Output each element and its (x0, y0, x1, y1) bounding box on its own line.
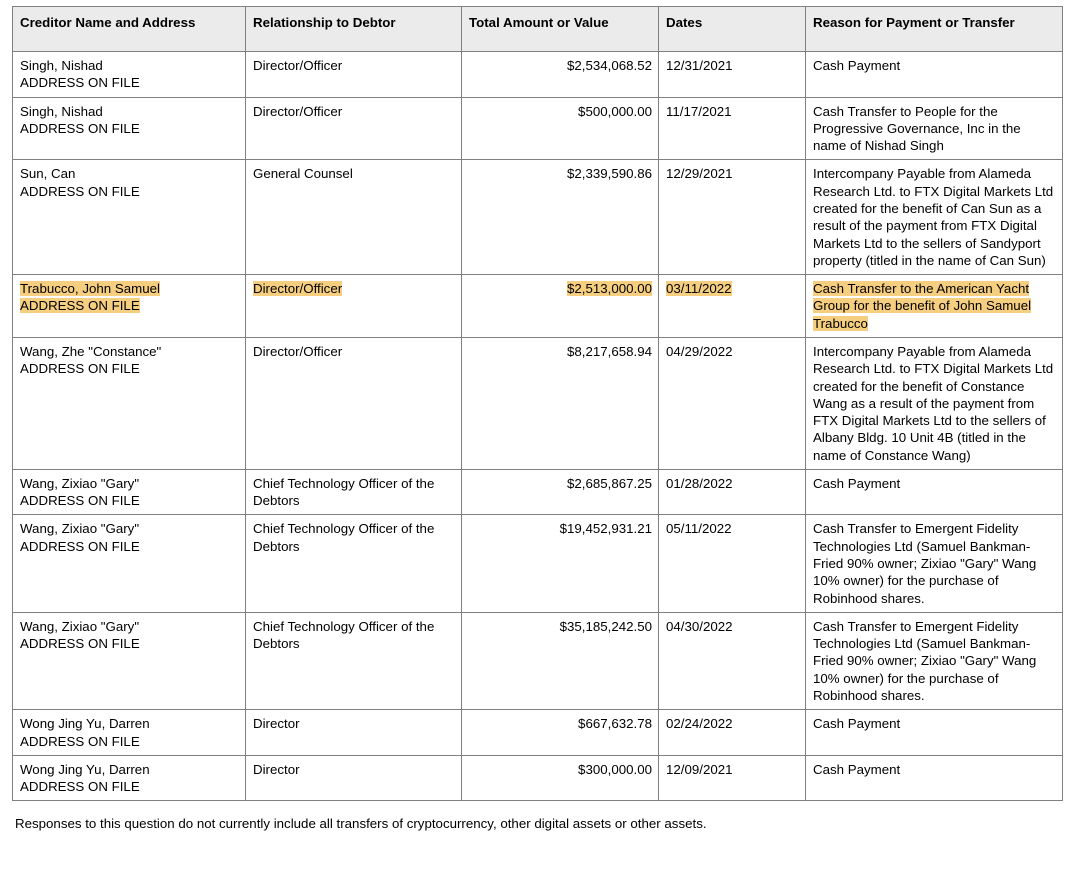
highlight-mark: ADDRESS ON FILE (20, 298, 140, 314)
creditor-address: ADDRESS ON FILE (20, 493, 140, 509)
cell-amount: $19,452,931.21 (462, 515, 659, 612)
cell-creditor (13, 52, 246, 98)
table-row (13, 160, 1063, 275)
cell-relationship: Director/Officer (246, 337, 462, 469)
creditor-name: Wong Jing Yu, Darren (20, 716, 150, 732)
table-row (13, 755, 1063, 801)
column-header-dates: Dates (659, 7, 806, 52)
cell-creditor (13, 515, 246, 612)
cell-dates: 11/17/2021 (659, 97, 806, 160)
cell-dates: 02/24/2022 (659, 710, 806, 756)
cell-relationship: Chief Technology Officer of the Debtors (246, 469, 462, 515)
cell-amount: $300,000.00 (462, 755, 659, 801)
creditor-address: ADDRESS ON FILE (20, 779, 140, 795)
cell-creditor (13, 160, 246, 275)
creditor-address: ADDRESS ON FILE (20, 183, 140, 199)
cell-dates: 12/29/2021 (659, 160, 806, 275)
column-header-relationship: Relationship to Debtor (246, 7, 462, 52)
cell-dates: 04/29/2022 (659, 337, 806, 469)
creditor-name: Sun, Can (20, 166, 76, 182)
creditor-name: Wang, Zixiao "Gary" (20, 475, 140, 491)
creditor-name: Singh, Nishad (20, 58, 103, 73)
cell-reason: Cash Transfer to Emergent Fidelity Technologies Ltd (Samuel Bankman-Fried 90% owner; Zixiao "Gary" Wang 10% owner) for the purchase of Robinhood shares. (806, 612, 1063, 709)
cell-amount: $8,217,658.94 (462, 337, 659, 469)
table-header (13, 7, 1063, 52)
table-row (13, 97, 1063, 160)
cell-reason: Cash Payment (806, 710, 1063, 756)
creditor-name: Wong Jing Yu, Darren (20, 761, 150, 777)
table-row (13, 612, 1063, 709)
cell-creditor (13, 755, 246, 801)
table-row (13, 469, 1063, 515)
creditor-address: ADDRESS ON FILE (20, 733, 140, 749)
table-header-row (13, 7, 1063, 52)
cell-creditor (13, 612, 246, 709)
creditor-address: ADDRESS ON FILE (20, 538, 140, 554)
cell-relationship: Director/Officer (246, 97, 462, 160)
cell-reason: Cash Transfer to Emergent Fidelity Technologies Ltd (Samuel Bankman-Fried 90% owner; Zixiao "Gary" Wang 10% owner) for the purchase of Robinhood shares. (806, 515, 1063, 612)
creditor-name: Wang, Zixiao "Gary" (20, 521, 140, 537)
highlight-mark: Trabucco, John Samuel (20, 281, 160, 297)
column-header-amount: Total Amount or Value (462, 7, 659, 52)
creditor-address: ADDRESS ON FILE (20, 361, 140, 377)
creditor-address: ADDRESS ON FILE (20, 75, 140, 91)
cell-creditor (13, 710, 246, 756)
cell-dates (659, 275, 806, 338)
cell-dates: 04/30/2022 (659, 612, 806, 709)
creditor-name: Wang, Zixiao "Gary" (20, 618, 140, 634)
cell-reason: Cash Payment (806, 755, 1063, 801)
table-row (13, 275, 1063, 338)
table-row (13, 515, 1063, 612)
cell-reason: Cash Payment (806, 469, 1063, 515)
cell-dates: 12/09/2021 (659, 755, 806, 801)
highlight-mark: Director/Officer (253, 281, 343, 297)
cell-amount: $667,632.78 (462, 710, 659, 756)
cell-creditor (13, 337, 246, 469)
cell-relationship: Director (246, 755, 462, 801)
cell-reason: Intercompany Payable from Alameda Research Ltd. to FTX Digital Markets Ltd created for the benefit of Can Sun as a result of the payment from FTX Digital Markets Ltd to the sellers of Sandyport property (titled in the name of Can Sun) (806, 160, 1063, 275)
creditor-name: Wang, Zhe "Constance" (20, 343, 162, 359)
cell-dates: 05/11/2022 (659, 515, 806, 612)
cell-amount: $2,339,590.86 (462, 160, 659, 275)
cell-relationship: Director/Officer (246, 52, 462, 98)
creditor-name (20, 280, 239, 297)
cell-relationship: Chief Technology Officer of the Debtors (246, 612, 462, 709)
creditor-name: Singh, Nishad (20, 103, 103, 119)
cell-creditor (13, 275, 246, 338)
table-body (13, 52, 1063, 801)
creditor-address: ADDRESS ON FILE (20, 120, 140, 136)
cell-amount (462, 275, 659, 338)
table-row (13, 52, 1063, 98)
cell-amount: $35,185,242.50 (462, 612, 659, 709)
creditor-address (20, 297, 239, 314)
table-row (13, 337, 1063, 469)
column-header-creditor: Creditor Name and Address (13, 7, 246, 52)
cell-amount: $2,685,867.25 (462, 469, 659, 515)
cell-relationship: Chief Technology Officer of the Debtors (246, 515, 462, 612)
cell-reason: Intercompany Payable from Alameda Research Ltd. to FTX Digital Markets Ltd created for the benefit of Constance Wang as a result of the payment from FTX Digital Markets Ltd to the sellers of Albany Bldg. 10 Unit 4B (titled in the name of Constance Wang) (806, 337, 1063, 469)
cell-reason (806, 275, 1063, 338)
cell-reason: Cash Transfer to People for the Progressive Governance, Inc in the name of Nishad Singh (806, 97, 1063, 160)
cell-creditor (13, 469, 246, 515)
cell-dates: 01/28/2022 (659, 469, 806, 515)
cell-relationship: Director (246, 710, 462, 756)
footnote: Responses to this question do not currently include all transfers of cryptocurrency, other digital assets or other assets. (15, 816, 707, 832)
highlight-mark: 03/11/2022 (666, 281, 732, 297)
table-row (13, 710, 1063, 756)
cell-amount: $500,000.00 (462, 97, 659, 160)
cell-amount: $2,534,068.52 (462, 52, 659, 98)
cell-dates: 12/31/2021 (659, 52, 806, 98)
column-header-reason: Reason for Payment or Transfer (806, 7, 1063, 52)
cell-relationship: General Counsel (246, 160, 462, 275)
cell-creditor (13, 97, 246, 160)
highlight-mark: $2,513,000.00 (566, 281, 652, 297)
creditor-address: ADDRESS ON FILE (20, 636, 140, 652)
cell-relationship (246, 275, 462, 338)
highlight-mark: Cash Transfer to the American Yacht Group for the benefit of John Samuel Trabucco (813, 281, 1032, 331)
insider-transfers-table (12, 6, 1063, 801)
cell-reason: Cash Payment (806, 52, 1063, 98)
